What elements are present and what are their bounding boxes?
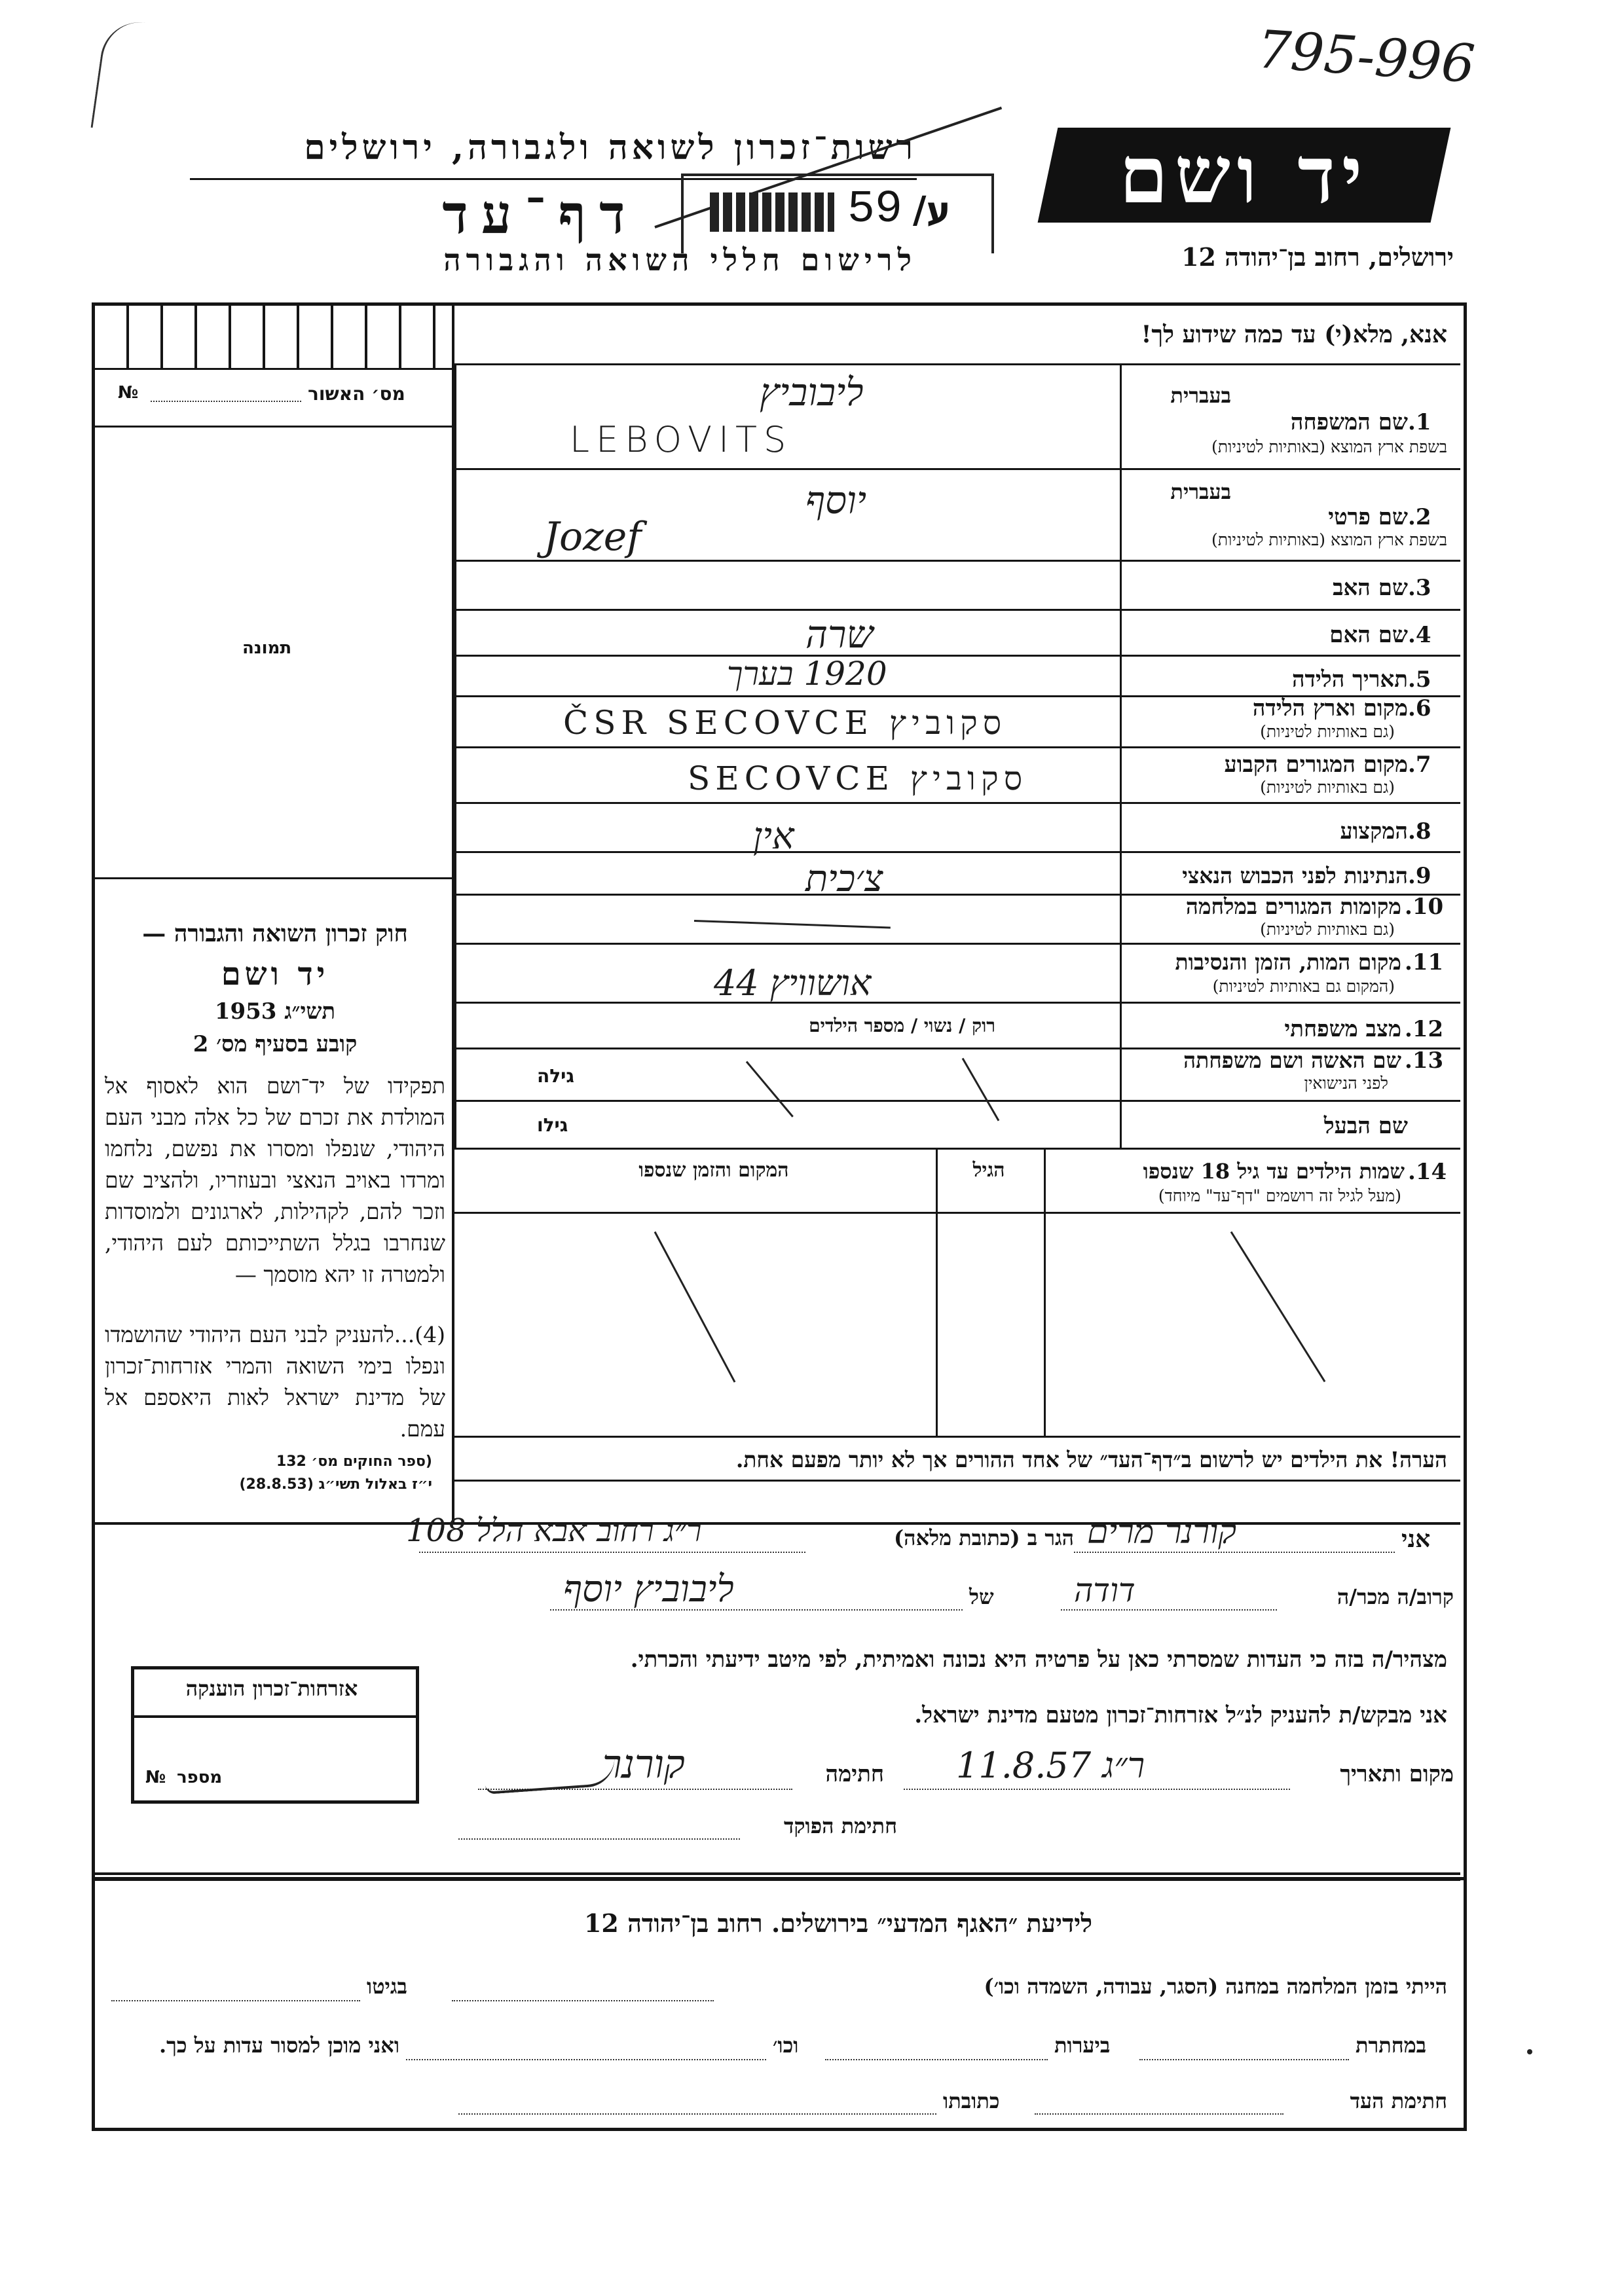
field-11-label: מקום המות, הזמן והנסיבות — [1175, 949, 1401, 975]
row-sep-4 — [454, 655, 1460, 657]
profession[interactable]: אין — [753, 815, 794, 858]
photo-top — [95, 426, 452, 428]
stamp-redaction — [710, 192, 834, 232]
footer-etc-line — [406, 2059, 766, 2060]
witness-i-line — [1074, 1552, 1395, 1553]
footer-ready: ואני מוכן למסור עדות על כך. — [158, 2033, 399, 2058]
remark-bottom — [454, 1480, 1460, 1482]
row-sep-2 — [454, 560, 1460, 562]
children-num: 14. — [1408, 1159, 1447, 1185]
field-5-label: תאריך הלידה — [1291, 666, 1408, 693]
law-text-2: (4)...להעניק לבני העם היהודי שהושמדו ונפלו בימי השואה והמרי אזרחות־זכרון של מדינת ישראל לאות היאספם אל עמם. — [105, 1322, 445, 1442]
citizenship-box-sep — [134, 1715, 416, 1718]
children-bottom — [454, 1436, 1460, 1438]
witness-address-line — [419, 1552, 805, 1553]
corner-mark — [90, 17, 147, 133]
footer-ghetto-line — [111, 2000, 360, 2001]
intro-line: אנא, מלא(י) עד כמה שידוע לך! — [1141, 321, 1447, 348]
field-9-num: 9. — [1408, 863, 1431, 889]
relation-label: קרוב/ה מכר/ה — [1337, 1584, 1454, 1609]
row-sep-1 — [454, 468, 1460, 470]
field-4-num: 4. — [1408, 622, 1431, 648]
firstname-hebrew[interactable]: יוסף — [805, 478, 867, 522]
children-col-place: המקום והזמן שנספו — [638, 1159, 789, 1182]
birth-date[interactable]: 1920 בערך — [727, 655, 887, 693]
field-7-sub: (גם באותיות לטיניות) — [1260, 778, 1395, 797]
children-title: שמות הילדים עד גיל 18 שנספו — [1143, 1159, 1405, 1184]
footer-address-line — [458, 2113, 936, 2115]
nationality[interactable]: צ׳כית — [805, 858, 883, 900]
row-sep-13 — [454, 1100, 1460, 1102]
field-13-num: 13. — [1405, 1048, 1444, 1074]
field-13-sub: לפני הנישואין — [1304, 1074, 1388, 1093]
footer-camp-line — [452, 2000, 714, 2001]
stamp-number: 59 — [847, 184, 903, 236]
frame-divider-top — [95, 1872, 1460, 1875]
witness-address[interactable]: ר״ג רחוב אבא הלל 108 — [406, 1512, 702, 1549]
law-text: תפקידו של יד־ושם הוא לאסוף אל המולדת את זכרם של כל אלה מבני העם היהודי, שנפלו ומסרו את נפשם, נלחמו ומרדו באויב הנאצי ובעוזריו, ולהציב שם וזכר להם, לקהילות, לארגונים ולמוסדות שנחרבו בגלל השתייכותם לעם היהודי, ולמטרה זו יהא מוסמך — — [105, 1073, 445, 1287]
children-note: (מעל לגיל זה רושמים "דף־עד" מיוחד) — [1158, 1186, 1401, 1205]
field-10-sub: (גם באותיות לטיניות) — [1260, 920, 1395, 939]
death-place[interactable]: אושוויץ 44 — [714, 962, 872, 1004]
field-8-num: 8. — [1408, 818, 1431, 845]
field-2-lang-label: בעברית — [1170, 479, 1231, 504]
field-6-num: 6. — [1408, 695, 1431, 721]
form-title: דף־עד — [442, 183, 638, 246]
children-col-1 — [936, 1150, 938, 1438]
field-1-lang-label: בעברית — [1170, 383, 1231, 408]
remark: הערה! את הילדים יש לרשום ב״דף־העד״ של אחד ההורים אך לא יותר מפעם אחת. — [735, 1447, 1447, 1472]
cert-number-line — [151, 401, 301, 402]
witness-lives-label: הגר ב (כתובת מלאה) — [894, 1525, 1074, 1550]
residence[interactable]: SECOVCE סקוביץ — [688, 759, 1028, 797]
field-2-label: שם פרטי — [1328, 504, 1408, 530]
field-12-num: 12. — [1405, 1016, 1444, 1042]
law-name: יד ושם — [221, 956, 329, 993]
cert-number-label: מס׳ האשור — [308, 383, 405, 405]
law-clause: קובע בסעיף מס׳ 2 — [193, 1031, 358, 1057]
field-6-label: מקום וארץ הלידה — [1252, 695, 1408, 721]
children-col-age: הגיל — [972, 1159, 1005, 1182]
footer-witness-signature: חתימת העד — [1350, 2088, 1447, 2113]
law-ref-1: (ספר החוקים מס׳ 132 — [276, 1453, 432, 1470]
row-sep-8 — [454, 851, 1460, 853]
field-10-label: מקומות המגורים במלחמה — [1185, 894, 1401, 919]
marital-options: רוק / נשוי / מספר הילדים — [809, 1015, 995, 1036]
husband-age-label: גילו — [537, 1114, 568, 1136]
field-13-label: שם האשה ושם משפחתה — [1183, 1048, 1401, 1073]
row-sep-11 — [454, 1002, 1460, 1004]
citizenship-label: אזרחות־זכרון הוענקה — [185, 1676, 358, 1701]
footer-witness-line — [1035, 2113, 1283, 2115]
surname-hebrew[interactable]: ליבוביץ — [760, 370, 864, 414]
law-ref-2: י״ז באלול תשי״ג (28.8.53) — [239, 1476, 432, 1493]
relation-line — [1061, 1609, 1277, 1611]
margin-dot — [1527, 2049, 1532, 2054]
reference-number: 795-996 — [1255, 18, 1477, 95]
citizenship-number-label: מספר — [177, 1768, 223, 1787]
header-address: ירושלים, רחוב בן־יהודה 12 — [1181, 242, 1454, 272]
form-subtitle: לרישום חללי השואה והגבורה — [443, 242, 917, 278]
officer-line — [458, 1838, 740, 1840]
field-1-sub: בשפת ארץ המוצא (באותיות לטיניות) — [1211, 437, 1447, 456]
citizenship-no-sign: № — [145, 1768, 166, 1787]
witness-name[interactable]: קורנר מרים — [1087, 1512, 1237, 1552]
sidebar-bottom — [95, 1522, 1460, 1525]
intro-divider — [454, 363, 1460, 365]
footer-underground-line — [1139, 2059, 1349, 2060]
witness-i-label: אני — [1401, 1525, 1431, 1553]
logo-text: יד ושם — [1119, 129, 1369, 221]
officer-label: חתימת הפוקד — [784, 1813, 897, 1838]
of-value[interactable]: ליבוביץ יוסף — [563, 1568, 734, 1611]
footer-forests: ביערות — [1054, 2033, 1111, 2058]
law-year: תשי״ג 1953 — [214, 998, 336, 1025]
photo-bottom — [95, 877, 452, 879]
children-col-2 — [1044, 1150, 1046, 1438]
field-7-label: מקום המגורים הקבוע — [1224, 752, 1408, 778]
field-6-sub: (גם באותיות לטיניות) — [1260, 722, 1395, 741]
row-sep-10 — [454, 943, 1460, 945]
relation-value[interactable]: דודה — [1074, 1571, 1135, 1609]
label-column-divider — [1120, 365, 1122, 1148]
firstname-latin[interactable]: Jozef — [544, 514, 642, 560]
authority-title: רשות־זכרון לשואה ולגבורה, ירושלים — [304, 128, 917, 168]
field-2-num: 2. — [1408, 504, 1431, 530]
footer-forests-line — [825, 2059, 1048, 2060]
photo-label: תמונה — [242, 638, 292, 658]
field-10-num: 10. — [1405, 894, 1444, 920]
footer-etc: וכו׳ — [773, 2033, 799, 2058]
footer-ghetto: בגיטו — [367, 1974, 407, 1999]
field-1-num: 1. — [1408, 409, 1431, 435]
mother-name[interactable]: שרה — [805, 612, 874, 657]
footer-line1: הייתי בזמן המלחמה במחנה (הסגר, עבודה, השמדה וכו׳) — [984, 1974, 1447, 1999]
field-1-label: שם המשפחה — [1290, 409, 1408, 435]
place-date-value[interactable]: ר״ג 11.8.57 — [956, 1745, 1145, 1786]
children-header-sep — [454, 1212, 1460, 1214]
row-sep-7 — [454, 802, 1460, 804]
field-4-label: שם האם — [1329, 622, 1408, 648]
law-title: חוק זכרון השואה והגבורה — — [142, 920, 408, 947]
footer-underground: במחתרת — [1356, 2033, 1427, 2058]
field-8-label: המקצוע — [1340, 818, 1408, 845]
signature-label: חתימה — [825, 1761, 884, 1787]
request: אני מבקש/ת להעניק לנ״ל אזרחות־זכרון מטעם מדינת ישראל. — [914, 1702, 1447, 1728]
row-sep-6 — [454, 746, 1460, 748]
field-3-num: 3. — [1408, 575, 1431, 601]
wife-age-label: גילה — [537, 1065, 574, 1087]
value-column-left — [454, 365, 456, 1148]
husband-label: שם הבעל — [1323, 1113, 1408, 1139]
declaration: מצהיר/ה בזה כי העדות שמסרתי כאן על פרטיה היא נכונה ואמיתית, לפי מיטב ידיעתי והכרתי. — [630, 1647, 1447, 1673]
field-12-label: מצב משפחתי — [1284, 1016, 1401, 1042]
field-5-num: 5. — [1408, 666, 1431, 693]
field-11-num: 11. — [1405, 949, 1444, 975]
field-9-label: הנתינות לפני הכבוש הנאצי — [1182, 863, 1408, 888]
birth-place[interactable]: ČSR SECOVCE סקוביץ — [563, 704, 1007, 742]
cert-no-sign: № — [118, 383, 139, 403]
field-3-label: שם האב — [1333, 575, 1408, 601]
field-7-num: 7. — [1408, 752, 1431, 778]
of-label: של — [969, 1584, 994, 1609]
field-2-sub: בשפת ארץ המוצא (באותיות לטיניות) — [1211, 530, 1447, 549]
footer-title: לידיעת ״האגף המדעי״ בירושלים. רחוב בן־יהודה 12 — [583, 1908, 1093, 1938]
signature-value[interactable]: קורנר — [602, 1741, 685, 1787]
yad-vashem-logo — [1038, 128, 1451, 223]
place-date-line — [904, 1789, 1290, 1790]
field-11-sub: (המקום גם באותיות לטיניות) — [1212, 977, 1395, 996]
row-sep-3 — [454, 609, 1460, 611]
stamp-box — [681, 173, 994, 253]
cert-number-boxes — [95, 306, 452, 370]
footer-address: כתובתו — [943, 2088, 1000, 2113]
surname-latin[interactable]: LEBOVITS — [570, 419, 793, 460]
place-date-label: מקום ותאריך — [1340, 1761, 1454, 1787]
stamp-suffix: ע/ — [913, 189, 951, 232]
